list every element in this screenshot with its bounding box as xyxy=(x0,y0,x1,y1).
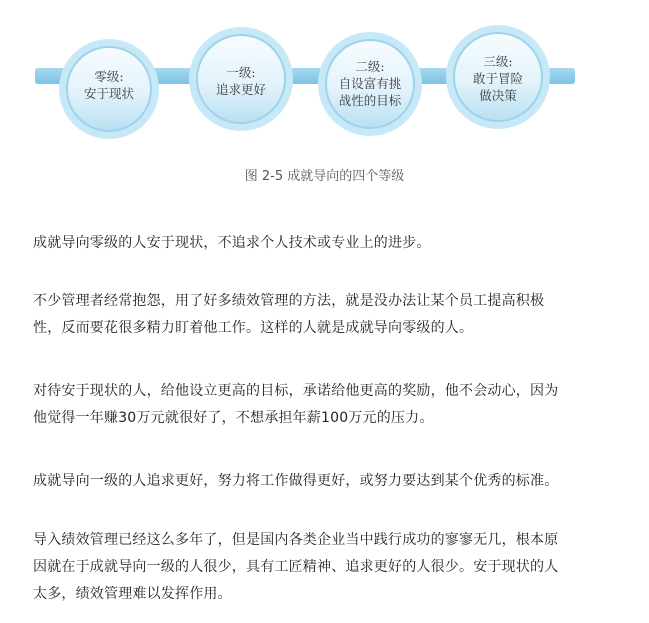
paragraph-5-line-2: 因就在于成就导向一级的人很少，具有工匠精神、追求更好的人很少。安于现状的人 xyxy=(33,559,559,575)
paragraph-5-line-3: 太多，绩效管理难以发挥作用。 xyxy=(33,586,232,602)
paragraph-2-line-1: 不少管理者经常抱怨，用了好多绩效管理的方法，就是没办法让某个员工提高积极 xyxy=(33,293,545,309)
level-1-desc: 追求更好 xyxy=(215,82,266,97)
level-2-label xyxy=(325,58,415,109)
level-2-title: 二级: xyxy=(355,59,385,74)
paragraph-1-line-1: 成就导向零级的人安于现状，不追求个人技术或专业上的进步。 xyxy=(33,235,431,251)
figure-caption: 图 2-5 成就导向的四个等级 xyxy=(244,169,405,184)
paragraph-3-line-2: 他觉得一年赚30万元就很好了，不想承担年薪100万元的压力。 xyxy=(33,410,434,426)
level-1-label xyxy=(201,64,281,98)
paragraph-5-line-1: 导入绩效管理已经这么多年了，但是国内各类企业当中践行成功的寥寥无几，根本原 xyxy=(33,532,559,548)
level-0-title: 零级: xyxy=(94,69,124,84)
level-0-label xyxy=(69,68,149,102)
level-3-label xyxy=(458,53,538,104)
paragraph-4-line-1: 成就导向一级的人追求更好，努力将工作做得更好，或努力要达到某个优秀的标准。 xyxy=(33,473,559,489)
paragraph-4 xyxy=(33,468,618,495)
paragraph-3 xyxy=(33,378,618,432)
level-3-desc-line1: 敢于冒险 xyxy=(472,71,523,86)
level-3-desc-line2: 做决策 xyxy=(479,88,517,103)
level-1-title: 一级: xyxy=(226,65,256,80)
paragraph-1 xyxy=(33,230,618,257)
level-3-title: 三级: xyxy=(483,54,513,69)
paragraph-2-line-2: 性，反而要花很多精力盯着他工作。这样的人就是成就导向零级的人。 xyxy=(33,320,474,336)
level-2-desc-line1: 自设富有挑 xyxy=(338,76,402,91)
paragraph-3-line-1: 对待安于现状的人，给他设立更高的目标，承诺给他更高的奖励，他不会动心，因为 xyxy=(33,383,559,399)
paragraph-2 xyxy=(33,288,618,342)
paragraph-5 xyxy=(33,527,618,608)
level-0-desc: 安于现状 xyxy=(83,86,134,101)
level-2-desc-line2: 战性的目标 xyxy=(338,93,402,108)
